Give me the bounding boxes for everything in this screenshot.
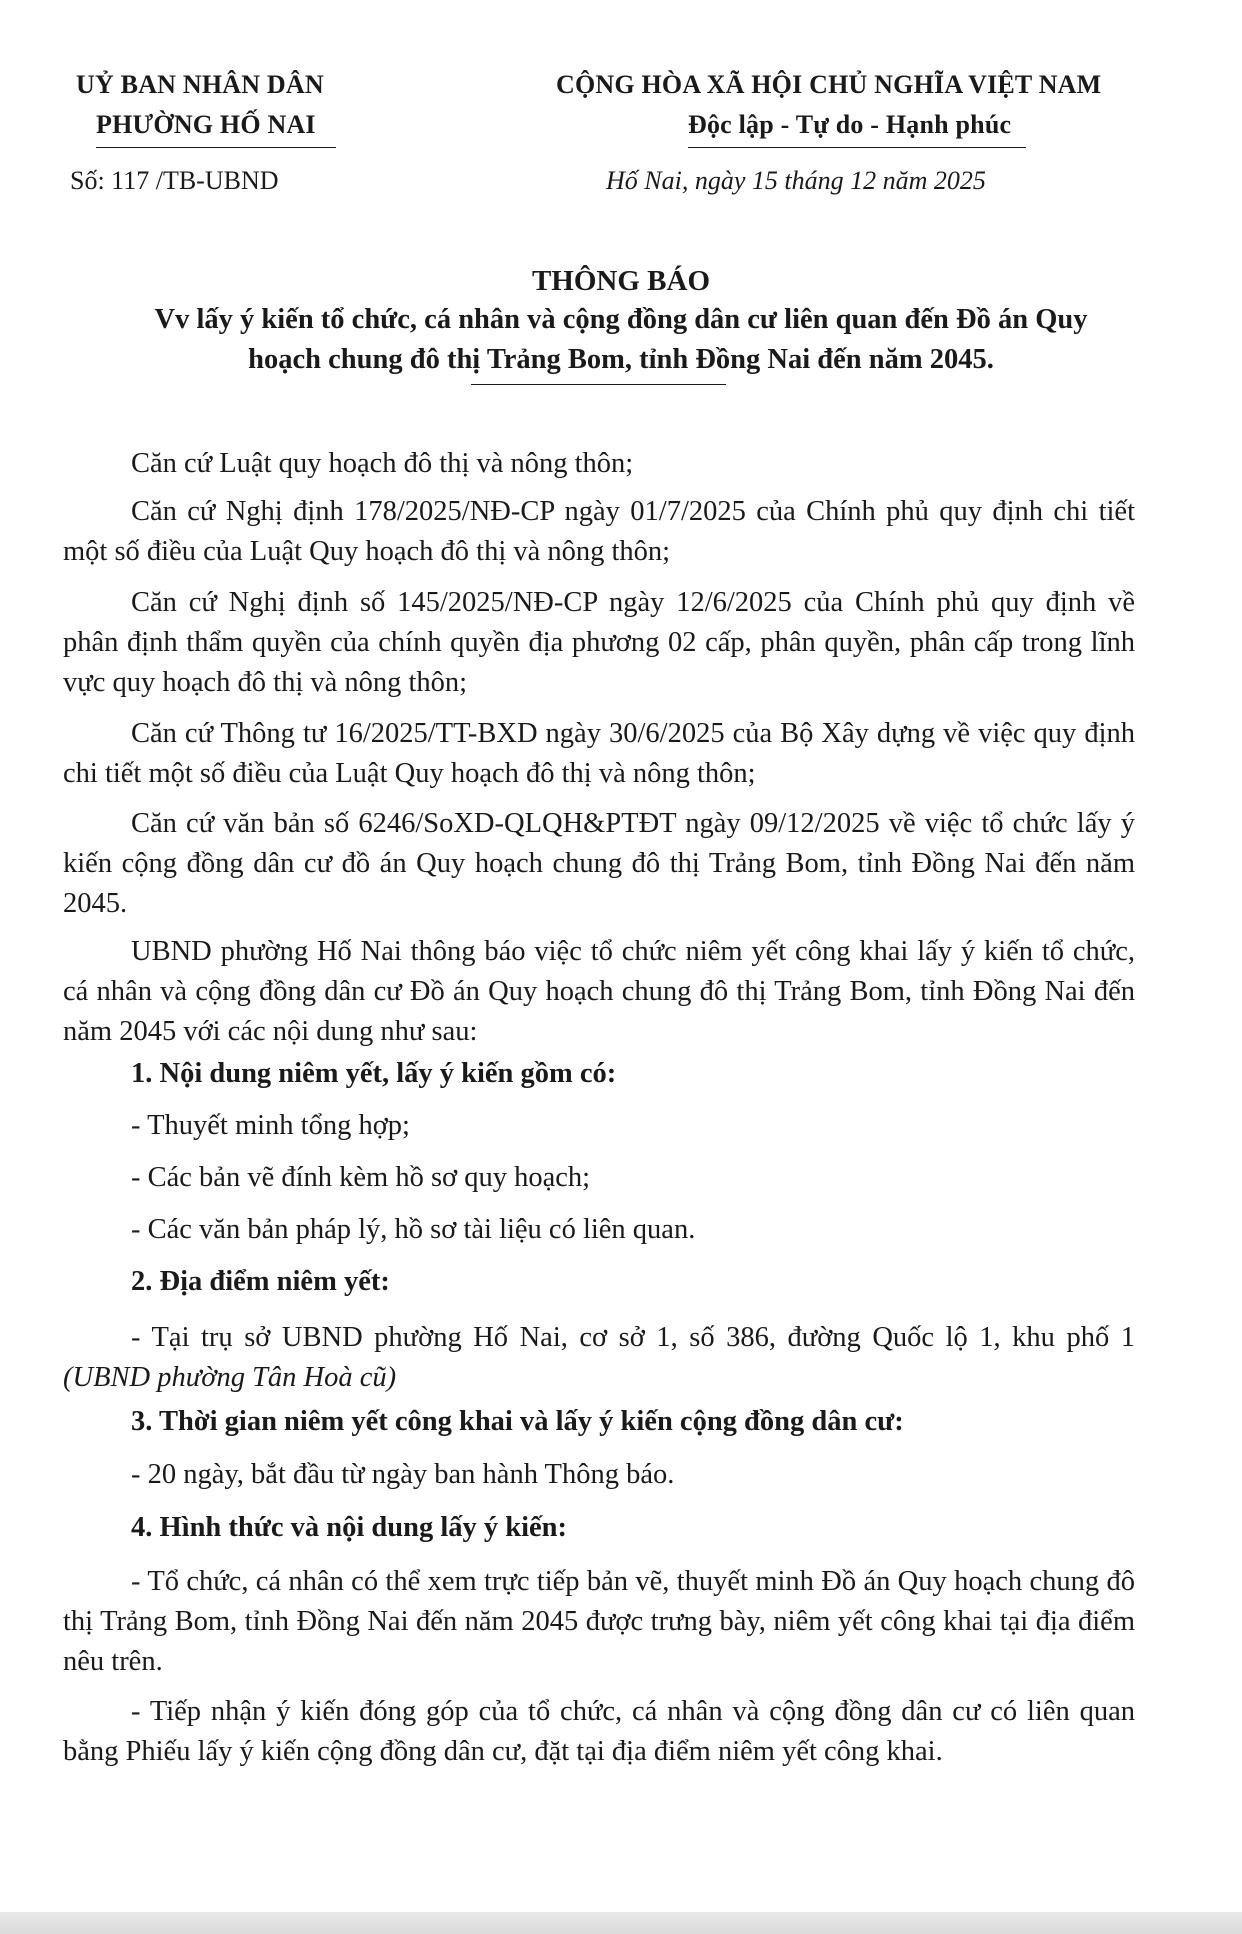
basis-paragraph: Căn cứ Nghị định 178/2025/NĐ-CP ngày 01/7/2025 của Chính phủ quy định chi tiết một số điều của Luật Quy hoạch đô thị và nông thôn; (63, 496, 1135, 567)
notice-subject-line1: Vv lấy ý kiến tổ chức, cá nhân và cộng đồng dân cư liên quan đến Đồ án Quy (154, 304, 1088, 335)
section-1-heading: 1. Nội dung niêm yết, lấy ý kiến gồm có: (131, 1058, 617, 1089)
basis-paragraph: Căn cứ Nghị định số 145/2025/NĐ-CP ngày 12/6/2025 của Chính phủ quy định về phân định thẩm quyền của chính quyền địa phương 02 cấp, phân quyền, phân cấp trong lĩnh vực quy hoạch đô thị và nông thôn; (63, 587, 1135, 698)
location-paragraph: - Tại trụ sở UBND phường Hố Nai, cơ sở 1, số 386, đường Quốc lộ 1, khu phố 1 (UBND phường Tân Hoà cũ) (63, 1322, 1135, 1393)
intro-paragraph: UBND phường Hố Nai thông báo việc tổ chức niêm yết công khai lấy ý kiến tổ chức, cá nhân và cộng đồng dân cư Đồ án Quy hoạch chung đô thị Trảng Bom, tỉnh Đồng Nai đến năm 2045 với các nội dung như sau: (63, 936, 1135, 1047)
list-item: - Các văn bản pháp lý, hồ sơ tài liệu có liên quan. (131, 1214, 696, 1245)
section-3-heading: 3. Thời gian niêm yết công khai và lấy ý kiến cộng đồng dân cư: (131, 1406, 904, 1437)
ward-underline (96, 147, 336, 148)
basis-paragraph: Căn cứ Thông tư 16/2025/TT-BXD ngày 30/6/2025 của Bộ Xây dựng về việc quy định chi tiết một số điều của Luật Quy hoạch đô thị và nông thôn; (63, 718, 1135, 789)
section-4-heading: 4. Hình thức và nội dung lấy ý kiến: (131, 1512, 568, 1543)
method-paragraph: - Tổ chức, cá nhân có thể xem trực tiếp bản vẽ, thuyết minh Đồ án Quy hoạch chung đô thị Trảng Bom, tỉnh Đồng Nai đến năm 2045 được trưng bày, niêm yết công khai tại địa điểm nêu trên. (63, 1566, 1135, 1677)
list-item: - Thuyết minh tổng hợp; (131, 1110, 410, 1141)
title-underline (471, 384, 726, 385)
national-motto: Độc lập - Tự do - Hạnh phúc (688, 110, 1012, 139)
list-item: - Các bản vẽ đính kèm hồ sơ quy hoạch; (131, 1162, 591, 1193)
basis-paragraph: Căn cứ Luật quy hoạch đô thị và nông thôn; (131, 448, 634, 479)
page-bottom-edge (0, 1912, 1242, 1934)
notice-subject-line2: hoạch chung đô thị Trảng Bom, tỉnh Đồng Nai đến năm 2045. (248, 344, 994, 375)
ward-name: PHƯỜNG HỐ NAI (96, 110, 316, 139)
notice-title: THÔNG BÁO (531, 265, 711, 297)
motto-underline (688, 147, 1026, 148)
location-note: (UBND phường Tân Hoà cũ) (63, 1362, 397, 1393)
agency-name: UỶ BAN NHÂN DÂN (76, 70, 324, 99)
duration-text: - 20 ngày, bắt đầu từ ngày ban hành Thông báo. (131, 1459, 675, 1490)
section-2-heading: 2. Địa điểm niêm yết: (131, 1266, 390, 1297)
place-date: Hố Nai, ngày 15 tháng 12 năm 2025 (606, 166, 986, 195)
basis-paragraph: Căn cứ văn bản số 6246/SoXD-QLQH&PTĐT ngày 09/12/2025 về việc tổ chức lấy ý kiến cộng đồng dân cư đồ án Quy hoạch chung đô thị Trảng Bom, tỉnh Đồng Nai đến năm 2045. (63, 808, 1135, 919)
method-paragraph: - Tiếp nhận ý kiến đóng góp của tổ chức, cá nhân và cộng đồng dân cư có liên quan bằng Phiếu lấy ý kiến cộng đồng dân cư, đặt tại địa điểm niêm yết công khai. (63, 1696, 1135, 1767)
national-title: CỘNG HÒA XÃ HỘI CHỦ NGHĨA VIỆT NAM (556, 70, 1102, 99)
document-number: Số: 117 /TB-UBND (70, 166, 279, 195)
